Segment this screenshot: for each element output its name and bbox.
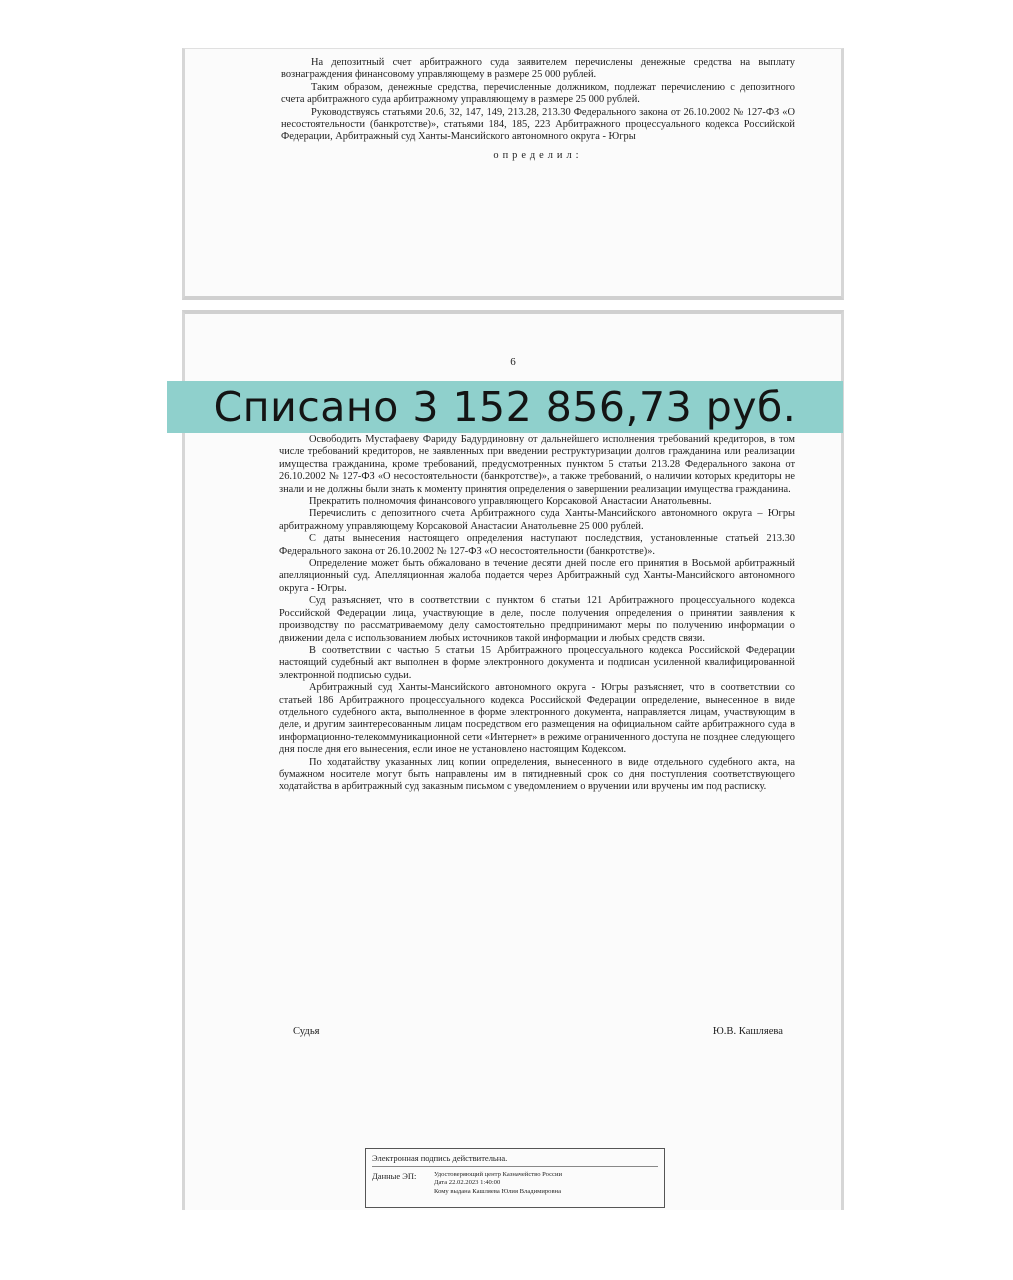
- verdict-heading: определил:: [493, 149, 583, 161]
- page-number: 6: [510, 356, 516, 368]
- paragraph: В соответствии с частью 5 статьи 15 Арбитражного процессуального кодекса Российской Федерации настоящий судебный акт выполнен в форме электронного документа и подписан усиленной квалифицированной электронной подписью судьи.: [279, 644, 795, 681]
- page-bottom-text: [279, 434, 795, 794]
- paragraph: Освободить Мустафаеву Фариду Бадурдиновну от дальнейшего исполнения требований кредиторов, в том числе требований кредиторов, не заявленных при введении реструктуризации долгов гражданина или реализации имущества гражданина, кроме требований, предусмотренных пунктом 5 статьи 213.28 Федерального закона от 26.10.2002 № 127-ФЗ «О несостоятельности (банкротстве)», а также требований, о наличии которых кредиторы не знали и не должны были знать к моменту принятия определения о завершении реализации имущества гражданина.: [279, 434, 795, 495]
- paragraph: Перечислить с депозитного счета Арбитражного суда Ханты-Мансийского автономного округа – Югры арбитражному управляющему Корсаковой Анастасии Анатольевне 25 000 рублей.: [279, 508, 795, 532]
- paragraph: Арбитражный суд Ханты-Мансийского автономного округа - Югры разъясняет, что в соответствии со статьей 186 Арбитражного процессуального кодекса Российской Федерации определение, вынесенное в виде отдельного судебного акта, выполненное в форме электронного документа, направляется лицам, участвующим в деле, и другим заинтересованным лицам посредством его размещения на официальном сайте арбитражного суда в информационно-телекоммуникационной сети «Интернет» в режиме ограниченного доступа не позднее следующего дня после дня его вынесения, если иное не установлено настоящим Кодексом.: [279, 682, 795, 756]
- document-page-bottom: [182, 310, 844, 1210]
- written-off-amount-banner: Списано 3 152 856,73 руб.: [167, 381, 843, 433]
- paragraph: Прекратить полномочия финансового управляющего Корсаковой Анастасии Анатольевны.: [309, 496, 712, 508]
- document-page-top: [182, 48, 844, 300]
- stamp-date: Дата 22.02.2023 1:40:00: [434, 1179, 501, 1187]
- paragraph: По ходатайству указанных лиц копии определения, вынесенного в виде отдельного судебного акта, на бумажном носителе могут быть направлены им в пятидневный срок со дня поступления соответствующего ходатайства в арбитражный суд заказным письмом с уведомлением о вручении или вручены им под расписку.: [279, 756, 795, 793]
- electronic-signature-stamp: [365, 1148, 665, 1208]
- paragraph: Таким образом, денежные средства, перечисленные должником, подлежат перечислению с депозитного счета арбитражного суда арбитражному управляющему в размере 25 000 рублей.: [281, 81, 795, 106]
- stamp-title: Электронная подпись действительна.: [372, 1153, 658, 1167]
- paragraph: Руководствуясь статьями 20.6, 32, 147, 149, 213.28, 213.30 Федерального закона от 26.10.2002 № 127-ФЗ «О несостоятельности (банкротстве)», статьями 184, 185, 223 Арбитражного процессуального кодекса Российской Федерации, Арбитражный суд Ханты-Мансийского автономного округа - Югры: [281, 106, 795, 143]
- paragraph: На депозитный счет арбитражного суда заявителем перечислены денежные средства на выплату вознаграждения финансовому управляющему в размере 25 000 рублей.: [281, 57, 795, 81]
- page-top-text: [281, 57, 795, 162]
- paragraph: Суд разъясняет, что в соответствии с пунктом 6 статьи 121 Арбитражного процессуального кодекса Российской Федерации лица, участвующие в деле, после получения определения о принятии заявления к производству по рассматриваемому делу самостоятельно предпринимают меры по получению информации о движении дела с использованием любых источников такой информации и любых средств связи.: [279, 595, 795, 644]
- paragraph: Определение может быть обжаловано в течение десяти дней после его принятия в Восьмой арбитражный апелляционный суд. Апелляционная жалоба подается через Арбитражный суд Ханты-Мансийского автономного округа - Югры.: [279, 558, 795, 594]
- stamp-label: Данные ЭП:: [372, 1171, 417, 1181]
- judge-title: Судья: [293, 1026, 320, 1037]
- stamp-owner: Кому выдана Кашляева Юлия Владимировна: [434, 1187, 562, 1195]
- paragraph: С даты вынесения настоящего определения наступают последствия, установленные статьей 213.30 Федерального закона от 26.10.2002 № 127-ФЗ «О несостоятельности (банкротстве)».: [279, 533, 795, 557]
- judge-name: Ю.В. Кашляева: [712, 1026, 783, 1037]
- stamp-issuer: Удостоверяющий центр Казначейство России: [434, 1171, 563, 1178]
